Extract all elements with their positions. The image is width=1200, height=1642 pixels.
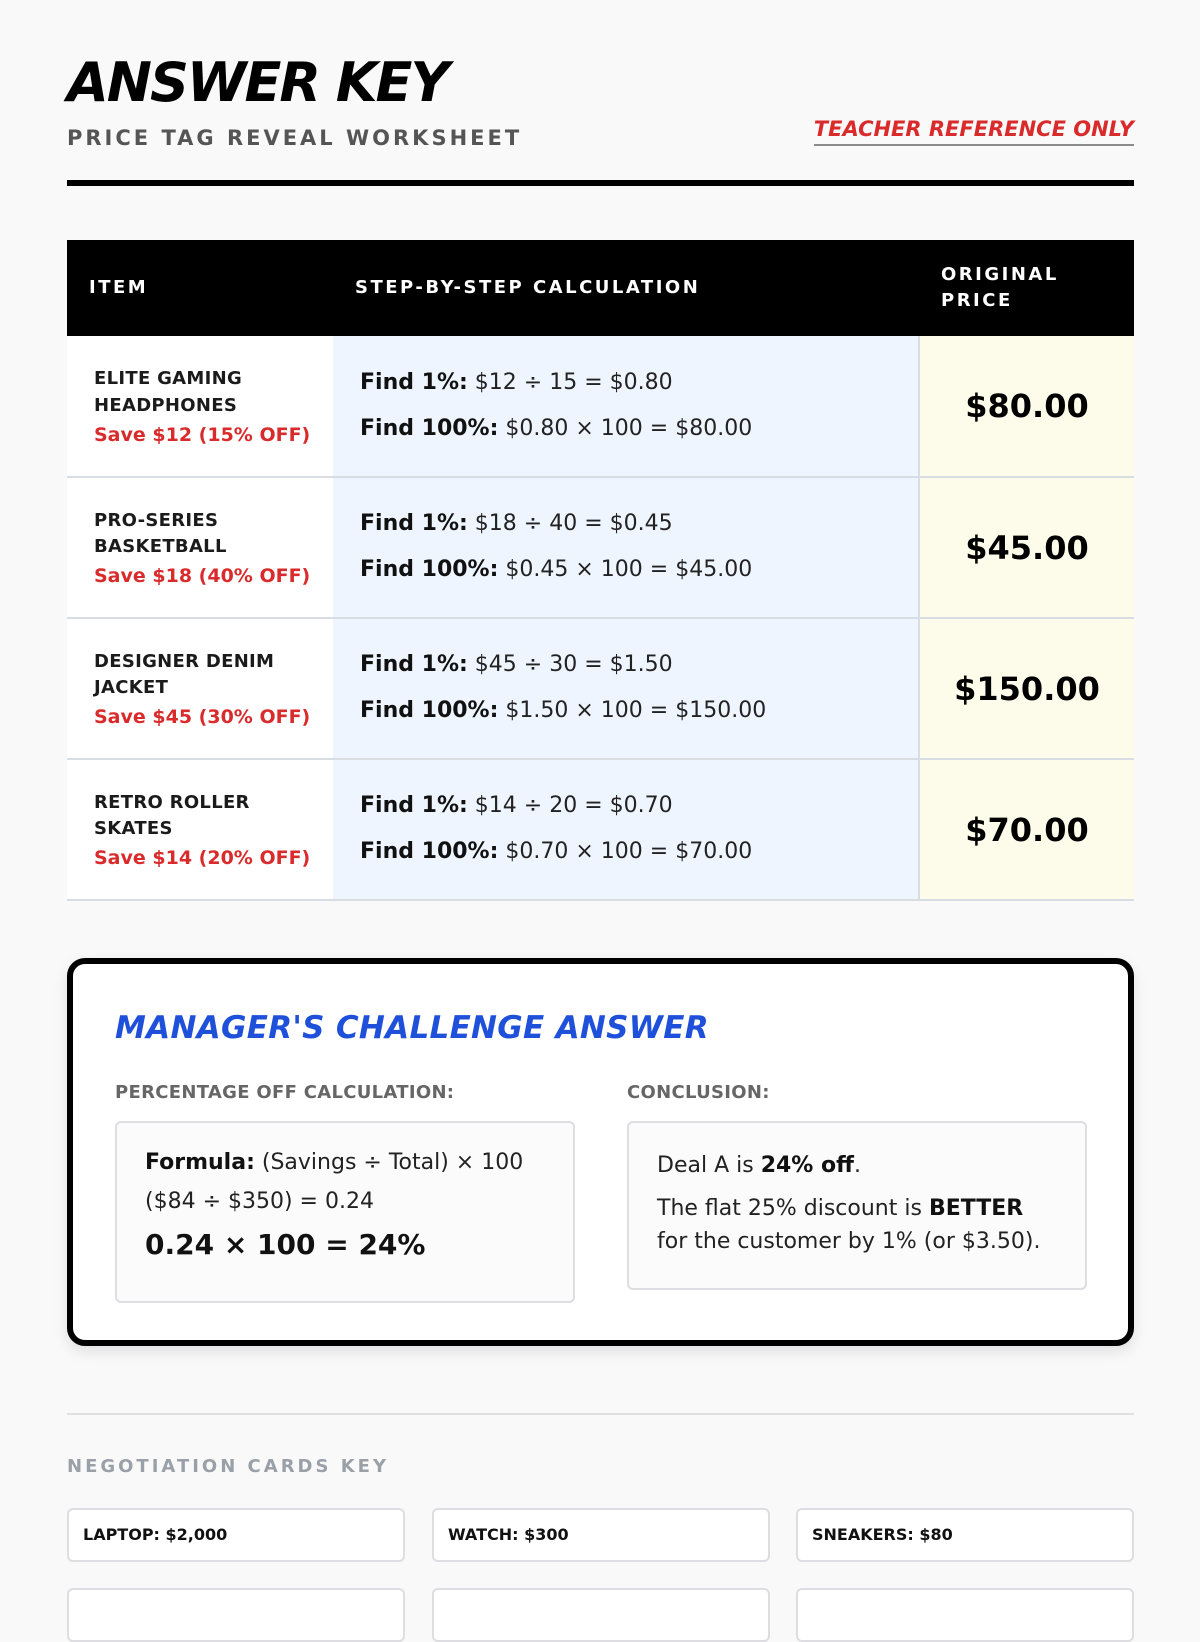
conclusion-text: . xyxy=(853,1153,861,1178)
item-name-line1: DESIGNER DENIM xyxy=(94,650,275,672)
original-price-cell xyxy=(919,759,1134,900)
calc-step-2 xyxy=(360,838,917,867)
calc-step-2 xyxy=(360,415,917,444)
original-price-cell xyxy=(919,618,1134,759)
calc-step-label: Find 1%: xyxy=(360,793,468,819)
calc-step-label: Find 100%: xyxy=(360,415,499,441)
calc-step-1 xyxy=(360,651,917,680)
original-price: $80.00 xyxy=(965,387,1089,425)
item-cell xyxy=(67,336,333,477)
calc-step-label: Find 1%: xyxy=(360,652,468,678)
original-price: $70.00 xyxy=(965,810,1089,849)
calc-step-expression: $14 ÷ 20 = $0.70 xyxy=(467,793,673,819)
conclusion-box xyxy=(627,1121,1087,1290)
managers-challenge-box xyxy=(67,958,1134,1346)
item-name-line2: SKATES xyxy=(94,818,173,839)
conclusion-label: CONCLUSION: xyxy=(627,1082,770,1103)
negotiation-card-laptop: LAPTOP: $2,000 xyxy=(67,1508,405,1562)
section-divider xyxy=(67,1413,1134,1415)
item-name-line1: RETRO ROLLER xyxy=(94,791,250,813)
column-header-item: ITEM xyxy=(67,240,333,336)
original-price-cell xyxy=(919,336,1134,477)
negotiation-card xyxy=(796,1588,1134,1642)
calc-step-expression: $1.50 × 100 = $150.00 xyxy=(498,698,767,723)
item-savings: Save $12 (15% OFF) xyxy=(94,423,311,446)
negotiation-card-watch: WATCH: $300 xyxy=(432,1508,770,1562)
calc-step-expression: $18 ÷ 40 = $0.45 xyxy=(467,511,673,537)
negotiation-cards-title: NEGOTIATION CARDS KEY xyxy=(67,1456,390,1477)
calc-step-1 xyxy=(360,792,917,821)
table-row xyxy=(67,618,1134,759)
calculation-cell xyxy=(333,759,919,900)
negotiation-card xyxy=(432,1588,770,1642)
item-name xyxy=(94,508,332,560)
price-header-line2: PRICE xyxy=(941,290,1013,311)
calc-step-expression: $0.80 × 100 = $80.00 xyxy=(498,415,753,441)
negotiation-card-sneakers: SNEAKERS: $80 xyxy=(796,1508,1134,1562)
conclusion-deal-a xyxy=(657,1149,1057,1182)
page-title: ANSWER KEY xyxy=(67,51,448,114)
formula-expression: (Savings ÷ Total) × 100 xyxy=(254,1150,524,1175)
item-name-line2: HEADPHONES xyxy=(94,394,238,416)
table-row xyxy=(67,477,1134,618)
answer-table xyxy=(67,240,1134,901)
original-price: $150.00 xyxy=(954,669,1100,708)
table-row xyxy=(67,336,1134,477)
calc-step-expression: $45 ÷ 30 = $1.50 xyxy=(467,652,673,678)
item-name-line1: PRO-SERIES xyxy=(94,509,219,531)
conclusion-emphasis: BETTER xyxy=(928,1196,1024,1221)
formula-result: 0.24 × 100 = 24% xyxy=(145,1228,426,1262)
header-divider xyxy=(67,180,1134,186)
calc-step-2 xyxy=(360,556,917,585)
item-savings: Save $14 (20% OFF) xyxy=(94,847,311,870)
calc-step-expression: $0.45 × 100 = $45.00 xyxy=(498,557,753,582)
item-savings: Save $45 (30% OFF) xyxy=(94,706,311,729)
item-cell xyxy=(67,618,333,759)
calc-step-1 xyxy=(360,510,917,539)
challenge-title: MANAGER'S CHALLENGE ANSWER xyxy=(115,1010,709,1046)
conclusion-text: The flat 25% discount is xyxy=(657,1196,929,1221)
conclusion-text: Deal A is xyxy=(657,1153,761,1178)
conclusion-comparison xyxy=(657,1192,1057,1258)
calc-step-label: Find 100%: xyxy=(360,557,499,582)
original-price: $45.00 xyxy=(965,528,1089,567)
item-name-line2: BASKETBALL xyxy=(94,536,227,557)
percentage-calc-label: PERCENTAGE OFF CALCULATION: xyxy=(115,1082,455,1103)
calculation-cell xyxy=(333,618,919,759)
table-header-row xyxy=(67,240,1134,336)
original-price-cell xyxy=(919,477,1134,618)
teacher-reference-note: TEACHER REFERENCE ONLY xyxy=(814,117,1134,146)
calculation-cell xyxy=(333,336,919,477)
table-row xyxy=(67,759,1134,900)
conclusion-text: for the customer by 1% (or $3.50). xyxy=(657,1229,1041,1254)
conclusion-emphasis: 24% off xyxy=(760,1153,854,1178)
item-name xyxy=(94,366,332,418)
item-cell xyxy=(67,477,333,618)
formula-label: Formula: xyxy=(145,1150,255,1175)
calculation-cell xyxy=(333,477,919,618)
item-savings: Save $18 (40% OFF) xyxy=(94,565,311,588)
calc-step-label: Find 100%: xyxy=(360,698,499,723)
column-header-calculation: STEP-BY-STEP CALCULATION xyxy=(333,240,919,336)
calc-step-expression: $12 ÷ 15 = $0.80 xyxy=(467,369,673,395)
formula-line xyxy=(145,1149,545,1178)
calc-step-2 xyxy=(360,697,917,726)
calc-step-expression: $0.70 × 100 = $70.00 xyxy=(498,839,753,864)
item-name xyxy=(94,790,332,842)
calc-step-label: Find 1%: xyxy=(360,369,468,395)
item-name-line2: JACKET xyxy=(94,677,169,698)
price-header-line1: ORIGINAL xyxy=(941,263,1059,285)
formula-substitution: ($84 ÷ $350) = 0.24 xyxy=(145,1188,374,1214)
calc-step-label: Find 1%: xyxy=(360,511,468,537)
item-name xyxy=(94,649,332,701)
calc-step-label: Find 100%: xyxy=(360,839,499,864)
item-name-line1: ELITE GAMING xyxy=(94,368,243,390)
formula-box xyxy=(115,1121,575,1303)
page-subtitle: PRICE TAG REVEAL WORKSHEET xyxy=(67,126,523,150)
negotiation-card xyxy=(67,1588,405,1642)
column-header-original-price xyxy=(919,240,1134,336)
item-cell xyxy=(67,759,333,900)
calc-step-1 xyxy=(360,369,917,398)
